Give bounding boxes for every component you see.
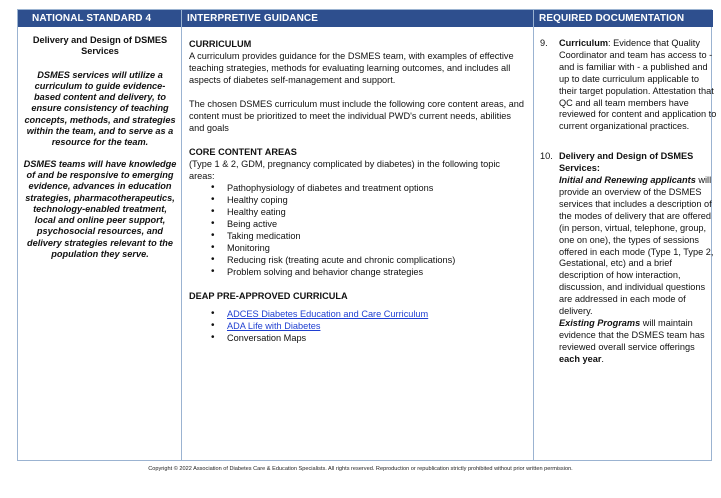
documentation-column [540,38,718,366]
list-item [227,308,527,320]
list-item: • Reducing risk (treating acute and chronic complications) [227,254,527,266]
item-number: 10. [540,151,553,162]
each-year-label: each year [559,353,602,364]
deap-list [189,308,527,344]
standard-column [22,35,178,270]
core-content-list [189,182,527,278]
core-content-intro: (Type 1 & 2, GDM, pregnancy complicated by diabetes) in the following topic areas: [189,159,501,181]
item-label: Curriculum [559,38,609,48]
item-label: Delivery and Design of DSMES Services [559,151,694,174]
standards-table [17,9,717,461]
ada-life-with-diabetes-link[interactable]: ADA Life with Diabetes [227,321,321,331]
list-item: • Healthy coping [227,194,527,206]
item-period: . [601,353,604,364]
standard-paragraph: DSMES services will utilize a curriculum to guide evidence-based content and delivery, to ensure consistency of teaching concepts, methods, and strategies within the team, and to serve as a resource for the team. [24,69,176,148]
list-item: • Taking medication [227,230,527,242]
item-text: will maintain evidence that the DSMES team has reviewed overall service offerings [559,317,705,352]
copyright-footer: Copyright © 2022 Association of Diabetes Care & Education Specialists. All rights reserved. Reproduction or republication strictly prohibited without prior written permission. [148,466,573,472]
list-item: • Monitoring [227,242,527,254]
item-number: 9. [540,38,548,48]
item-colon: : [596,163,600,174]
list-item: • Healthy eating [227,206,527,218]
item-text: : Evidence that Quality Coordinator and team has access to - and is familiar with - a published and up to date curriculum applicable to their target population. Attestation that QC and all team members have reviewed for content and application to current organizational practices. [559,38,717,132]
curriculum-text: A curriculum provides guidance for the DSMES team, with examples of effective teaching strategies, methods for evaluating learning outcomes, and includes all aspects of diabetes self-management and support. [189,51,514,85]
documentation-item-9 [540,38,718,133]
existing-programs-label: Existing Programs [559,317,641,328]
item-text: will provide an overview of the DSMES services that includes a description of the modes of delivery that are offered (in person, virtual, telephone, group, one on one), the types of sessions offered in each mode (Type 1, Type 2, Gestational, etc) and a brief description of how interaction, discussion, and individual questions are addressed in each mode of delivery. [559,175,714,317]
curriculum-heading: CURRICULUM [189,39,252,49]
initial-renewing-label: Initial and Renewing applicants [559,175,696,186]
list-item [227,320,527,332]
standard-paragraph: DSMES teams will have knowledge of and be responsive to emerging evidence, advances in education strategies, pharmacotherapeutics, technology-enabled treatment, local and online peer support, psychosocial resources, and delivery strategies relevant to the population they serve. [23,158,177,260]
list-item: • Conversation Maps [227,332,527,344]
column-divider [533,10,534,460]
standard-title: Delivery and Design of DSMES Services [32,35,168,57]
header-national-standard: NATIONAL STANDARD 4 [18,10,181,27]
column-divider [181,10,182,460]
list-item: • Pathophysiology of diabetes and treatment options [227,182,527,194]
core-content-heading: CORE CONTENT AREAS [189,147,297,157]
list-item: • Being active [227,218,527,230]
adces-curriculum-link[interactable]: ADCES Diabetes Education and Care Curriculum [227,309,429,319]
guidance-column [189,38,527,344]
list-item: • Problem solving and behavior change strategies [227,266,527,278]
curriculum-text-2: The chosen DSMES curriculum must include the following core content areas, and content must be prioritized to meet the individual PWD's current needs, abilities and goals [189,99,524,133]
header-required-documentation: REQUIRED DOCUMENTATION [533,10,713,27]
header-interpretive-guidance: INTERPRETIVE GUIDANCE [181,10,533,27]
documentation-item-10 [540,151,718,365]
deap-heading: DEAP PRE-APPROVED CURRICULA [189,291,348,301]
